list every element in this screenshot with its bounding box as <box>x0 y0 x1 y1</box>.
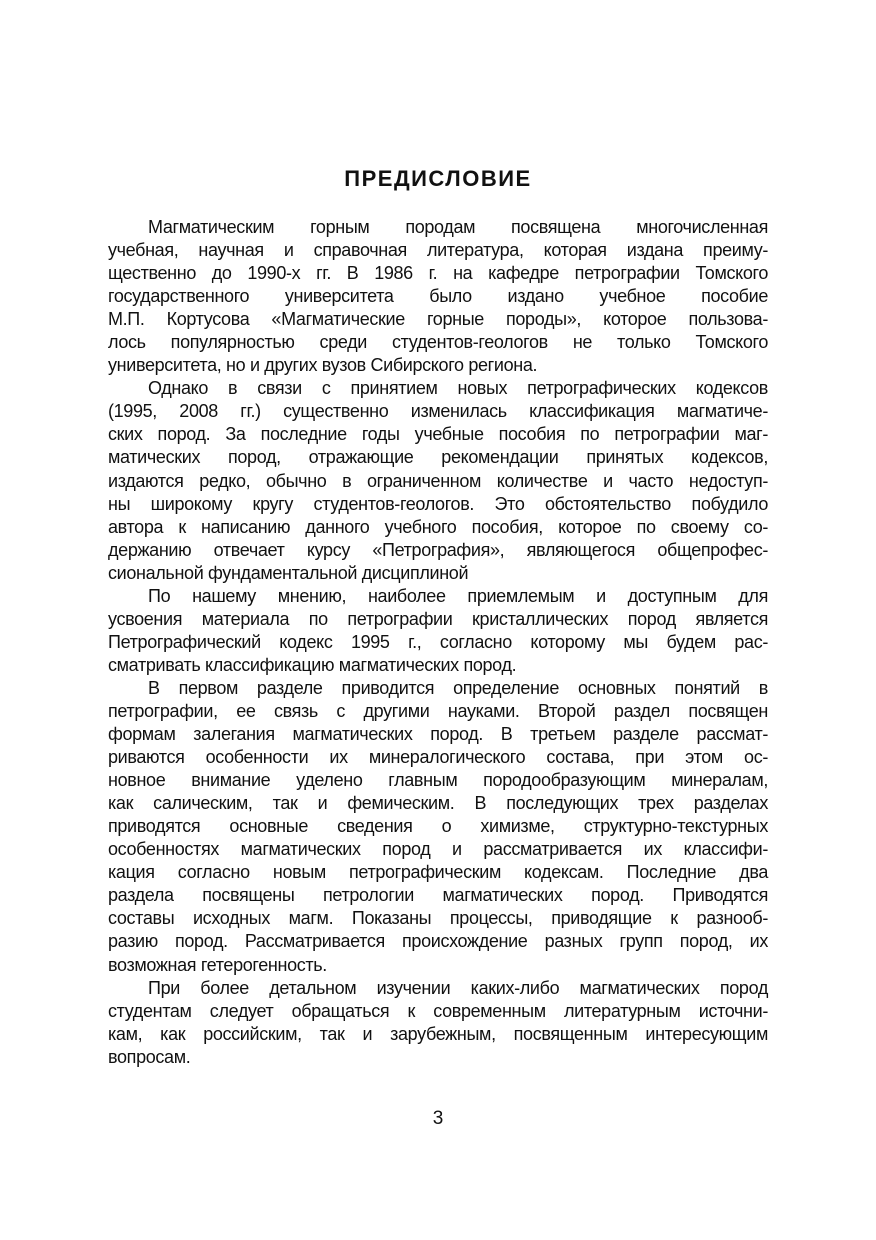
text-line: новное внимание уделено главным породообразующим минералам, <box>108 770 768 791</box>
text-line: возможная гетерогенность. <box>108 954 327 975</box>
text-line: издаются редко, обычно в ограниченном количестве и часто недоступ- <box>108 470 768 491</box>
text-line: как салическим, так и фемическим. В последующих трех разделах <box>108 793 768 814</box>
text-line: составы исходных магм. Показаны процессы, приводящие к разнооб- <box>108 908 768 929</box>
text-line: петрографии, ее связь с другими науками. Второй раздел посвящен <box>108 700 768 721</box>
paragraph <box>108 585 768 677</box>
text-line: При более детальном изучении каких-либо магматических пород <box>148 977 768 998</box>
text-line: Магматическим горным породам посвящена многочисленная <box>148 217 768 237</box>
preface-body <box>108 216 768 1069</box>
text-line: ны широкому кругу студентов-геологов. Это обстоятельство побудило <box>108 493 768 514</box>
text-line: кация согласно новым петрографическим кодексам. Последние два <box>108 862 768 883</box>
text-line: автора к написанию данного учебного пособия, которое по своему со- <box>108 516 768 537</box>
text-line: Петрографический кодекс 1995 г., согласно которому мы будем рас- <box>108 631 768 652</box>
text-line: приводятся основные сведения о химизме, структурно-текстурных <box>108 816 768 837</box>
text-line: ских пород. За последние годы учебные пособия по петрографии маг- <box>108 424 768 445</box>
paragraph <box>108 977 768 1069</box>
page-title: ПРЕДИСЛОВИЕ <box>344 166 532 191</box>
text-line: особенностях магматических пород и рассматривается их классифи- <box>108 839 768 860</box>
text-line: щественно до 1990-х гг. В 1986 г. на кафедре петрографии Томского <box>108 263 768 284</box>
text-line: усвоения материала по петрографии кристаллических пород является <box>108 608 768 629</box>
text-line: матических пород, отражающие рекомендации принятых кодексов, <box>108 447 768 468</box>
text-line: вопросам. <box>108 1046 191 1067</box>
text-line: кам, как российским, так и зарубежным, посвященным интересующим <box>108 1023 768 1044</box>
paragraph <box>108 377 768 584</box>
text-line: (1995, 2008 гг.) существенно изменилась классификация магматиче- <box>108 401 768 422</box>
page-number: 3 <box>432 1108 444 1129</box>
text-line: разию пород. Рассматривается происхождение разных групп пород, их <box>108 931 768 952</box>
text-line: университета, но и других вузов Сибирского региона. <box>108 355 538 376</box>
paragraph <box>108 216 768 377</box>
text-line: держанию отвечает курсу «Петрография», являющегося общепрофес- <box>108 539 768 560</box>
text-line: сиональной фундаментальной дисциплиной <box>108 562 469 583</box>
text-line: Однако в связи с принятием новых петрографических кодексов <box>148 378 768 399</box>
text-line: риваются особенности их минералогического состава, при этом ос- <box>108 747 768 768</box>
text-line: студентам следует обращаться к современным литературным источни- <box>108 1000 768 1021</box>
text-line: раздела посвящены петрологии магматических пород. Приводятся <box>108 885 768 906</box>
text-line: сматривать классификацию магматических пород. <box>108 654 517 675</box>
text-line: М.П. Кортусова «Магматические горные породы», которое пользова- <box>108 309 768 330</box>
text-line: В первом разделе приводится определение основных понятий в <box>148 677 768 698</box>
text-line: формам залегания магматических пород. В третьем разделе рассмат- <box>108 724 768 745</box>
text-line: учебная, научная и справочная литература, которая издана преиму- <box>108 240 768 261</box>
paragraph <box>108 677 768 977</box>
text-line: По нашему мнению, наиболее приемлемым и доступным для <box>148 585 768 606</box>
text-line: лось популярностью среди студентов-геологов не только Томского <box>108 332 768 353</box>
text-line: государственного университета было издано учебное пособие <box>108 286 768 307</box>
